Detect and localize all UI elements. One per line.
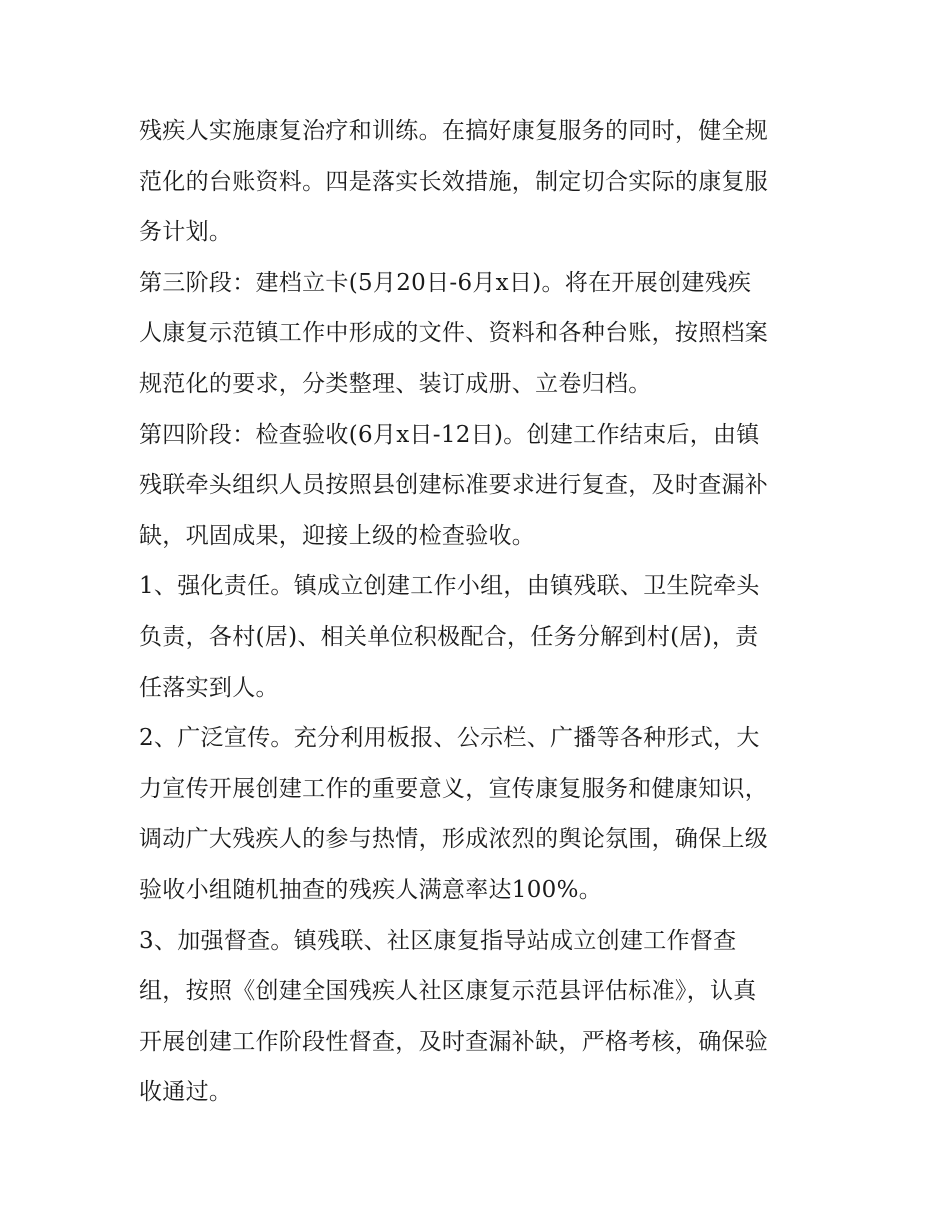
text-line: 3、加强督查。镇残联、社区康复指导站成立创建工作督查 [139,927,737,954]
text-line: 组，按照《创建全国残疾人社区康复示范县评估标准》，认真 [139,978,757,1005]
text-line: 调动广大残疾人的参与热情，形成浓烈的舆论氛围，确保上级 [139,826,769,853]
text-line: 务计划。 [139,219,233,246]
text-line: 人康复示范镇工作中形成的文件、资料和各种台账，按照档案 [139,320,769,347]
text-line: 收通过。 [139,1079,233,1106]
text-line: 残疾人实施康复治疗和训练。在搞好康复服务的同时，健全规 [139,118,769,144]
text-line: 负责，各村(居)、相关单位积极配合，任务分解到村(居)，责 [139,623,759,650]
text-line: 任落实到人。 [139,674,279,701]
text-line: 第三阶段：建档立卡(5月20日-6月x日)。将在开展创建残疾 [139,269,752,296]
document-body [139,106,819,1118]
text-line: 规范化的要求，分类整理、装订成册、立卷归档。 [139,370,652,397]
text-line: 验收小组随机抽查的残疾人满意率达100%。 [139,876,603,903]
text-line: 残联牵头组织人员按照县创建标准要求进行复查，及时查漏补 [139,472,769,499]
text-line: 1、强化责任。镇成立创建工作小组，由镇残联、卫生院牵头 [139,573,760,600]
text-line: 2、广泛宣传。充分利用板报、公示栏、广播等各种形式，大 [139,725,760,752]
text-line: 力宣传开展创建工作的重要意义，宣传康复服务和健康知识， [139,775,769,802]
text-line: 缺，巩固成果，迎接上级的检查验收。 [139,522,536,549]
text-line: 范化的台账资料。四是落实长效措施，制定切合实际的康复服 [139,168,769,195]
text-line: 第四阶段：检查验收(6月x日-12日)。创建工作结束后，由镇 [139,421,760,448]
text-line: 开展创建工作阶段性督查，及时查漏补缺，严格考核，确保验 [139,1028,769,1055]
